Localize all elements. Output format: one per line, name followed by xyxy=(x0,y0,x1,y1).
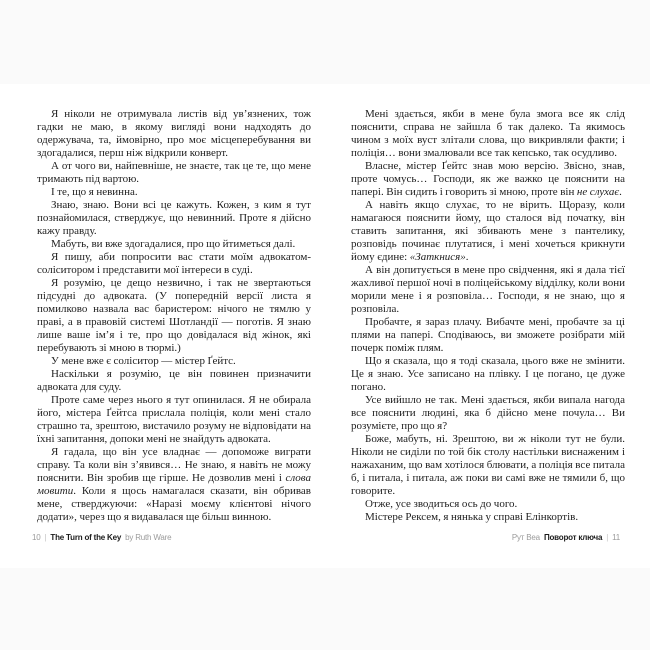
paragraph: Боже, мабуть, ні. Зрештою, ви ж ніколи тут не були. Ніколи не сиділи по той бік столу настільки виснаженим і нажаханим, що вам хотілося блювати, а поліція все питала б, і питала, і питала, аж поки ви самі вже не тямили б, що говорите. xyxy=(351,433,625,497)
paragraph: Я пишу, аби попросити вас стати моїм адвокатом-соліситором і представити мої інтереси в суді. xyxy=(37,251,311,276)
page-right-footer xyxy=(512,533,620,543)
paragraph: Мені здається, якби в мене була змога все як слід пояснити, справа не зайшла б так далеко. Та якимось чином з моїх вуст злітали слова, що викривляли факти; і поліція… вони змалювали все так кепсько, так осудливо. xyxy=(351,108,625,159)
paragraph: А він допитується в мене про свідчення, які я дала тієї жахливої першої ночі в поліцейському відділку, коли вони морили мене і я розповіла… Господи, я не знаю, що я розповіла. xyxy=(351,264,625,315)
page-right-text xyxy=(351,108,625,532)
book-spread xyxy=(0,84,650,568)
page-right[interactable] xyxy=(325,84,650,568)
page-left[interactable] xyxy=(0,84,325,568)
paragraph: Пробачте, я зараз плачу. Вибачте мені, пробачте за ці плями на папері. Сподіваюсь, ви зможете розібрати мій почерк поміж плям. xyxy=(351,316,625,354)
paragraph: Містере Рексем, я нянька у справі Елінкортів. xyxy=(365,511,579,523)
page-left-footer xyxy=(32,533,171,543)
paragraph: Я гадала, що він усе владнає — допоможе виграти справу. Та коли він з’явився… Не знаю, я навіть не можу пояснити. Він зробив ще гірше. Не дозволив мені і слова мовити. Коли я щось намагалася сказати, він обривав мене, стверджуючи: «Наразі моєму клієнтові нічого додати», через що я видавалася ще більш винною. xyxy=(37,446,311,523)
paragraph: А навіть якщо слухає, то не вірить. Щоразу, коли намагаюся пояснити йому, що сталося від початку, він ставить запитання, які збивають мене з пантелику, розповідь починає плутатися, і мені хочеться крикнути йому єдине: «Заткнися». xyxy=(351,199,625,263)
paragraph: І те, що я невинна. xyxy=(51,186,138,198)
book-byline-original: by Ruth Ware xyxy=(125,533,172,542)
paragraph: Отже, усе зводиться ось до чого. xyxy=(365,498,518,510)
page-number-right: 11 xyxy=(612,533,620,542)
paragraph: У мене вже є соліситор — містер Ґейтс. xyxy=(51,355,236,367)
paragraph: Знаю, знаю. Вони всі це кажуть. Кожен, з ким я тут познайомилася, стверджує, що невинний. Проте я дійсно кажу правду. xyxy=(37,199,311,237)
paragraph: А от чого ви, найпевніше, не знаєте, так це те, що мене тримають під вартою. xyxy=(37,160,311,185)
footer-separator: | xyxy=(44,533,47,542)
book-title-original: The Turn of the Key xyxy=(50,533,122,542)
paragraph: Проте саме через нього я тут опинилася. Я не обирала його, містера Ґейтса прислала поліція, коли мені стало страшно та, зрештою, вистачило розуму не відповідати на їхні запитання, допоки мені не знайдуть адвоката. xyxy=(37,394,311,445)
footer-separator: | xyxy=(606,533,609,542)
page-left-text xyxy=(37,108,311,532)
paragraph: Я розумію, це дещо незвично, і так не звертаються підсудні до адвоката. (У попередній версії листа я помилково назвала вас баристером: нічого не тямлю у праві, а в правовій системі Шотландії — поготів. Я знаю лише ваше ім’я і те, про що довідалася від жінок, які перебувають зі мною в тюрмі.) xyxy=(37,277,311,354)
page-number-left: 10 xyxy=(32,533,41,542)
paragraph: Мабуть, ви вже здогадалися, про що йтиметься далі. xyxy=(51,238,296,250)
book-author-translated: Рут Веа xyxy=(511,533,540,542)
paragraph: Власне, містер Ґейтс знав мою версію. Звісно, знав, проте чомусь… Господи, як же важко це пояснити на папері. Він сидить і говорить зі мною, проте він не слухає. xyxy=(351,160,625,198)
paragraph: Я ніколи не отримувала листів від ув’язнених, тож гадки не маю, в якому вигляді вони надходять до одержувача, та, ймовірно, про моє місцеперебування ви здогадалися, перш ніж відкрили конверт. xyxy=(37,108,311,159)
paragraph: Усе вийшло не так. Мені здається, якби випала нагода все пояснити людині, яка б дійсно мене почула… Ви розумієте, про що я? xyxy=(351,394,625,432)
paragraph: Що я сказала, що я тоді сказала, цього вже не змінити. Це я знаю. Усе записано на плівку. І це погано, це дуже погано. xyxy=(351,355,625,393)
book-title-translated: Поворот ключа xyxy=(543,533,603,542)
paragraph: Наскільки я розумію, це він повинен призначити адвоката для суду. xyxy=(37,368,311,393)
